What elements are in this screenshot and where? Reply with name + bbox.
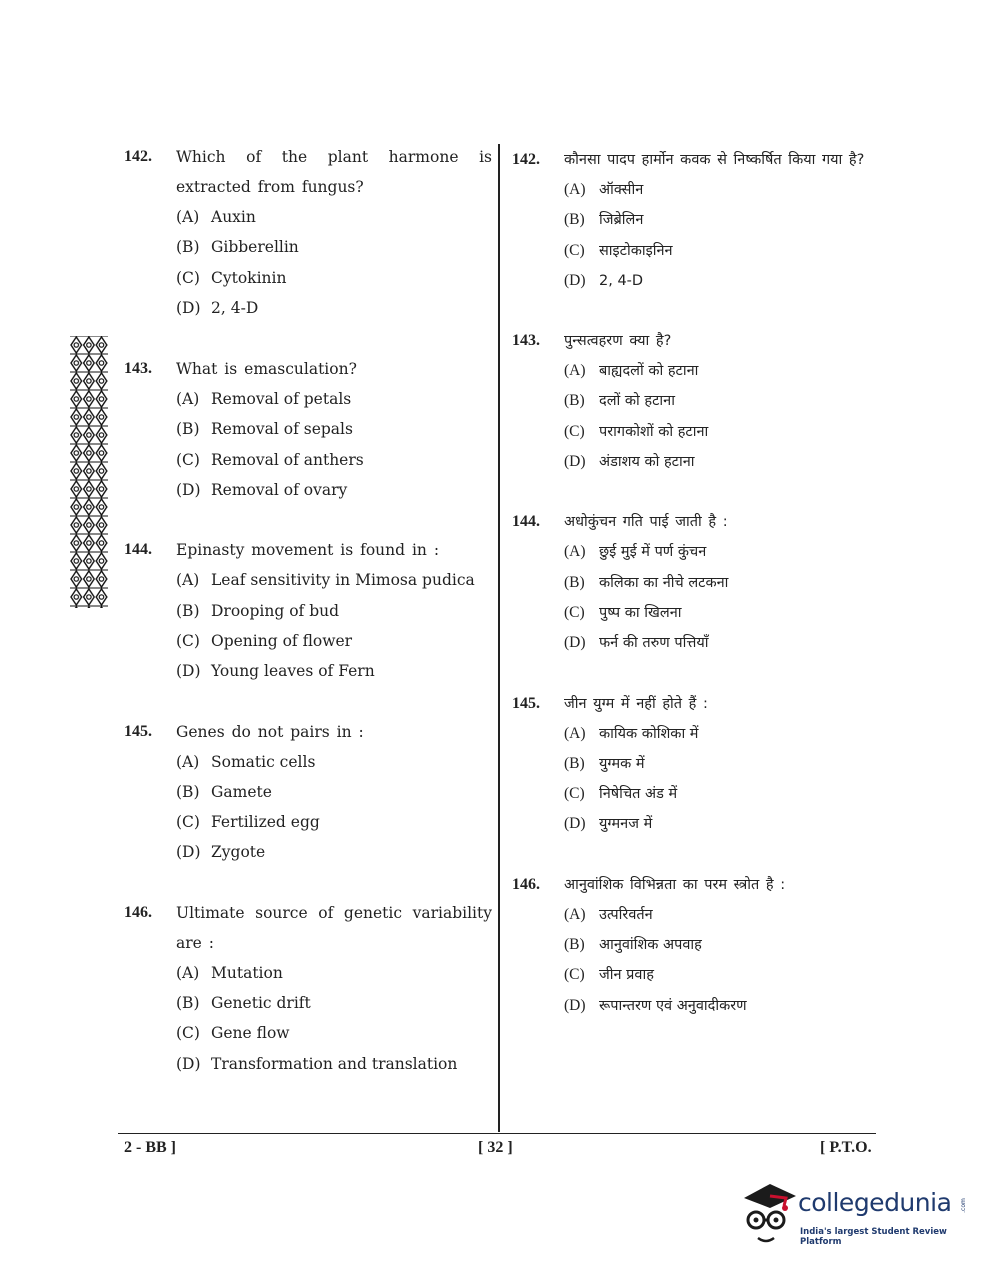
option-c: [564, 417, 884, 447]
option-letter: (C): [564, 241, 585, 259]
option-letter: (A): [564, 543, 586, 561]
option-text: Young leaves of Fern: [211, 662, 375, 681]
option-text: Removal of petals: [211, 390, 352, 409]
option-text: फर्न की तरुण पत्तियाँ: [599, 635, 709, 652]
option-letter: (C): [564, 966, 585, 984]
option-letter: (D): [564, 271, 586, 289]
option-letter: (B): [176, 238, 200, 257]
option-text: उत्परिवर्तन: [599, 906, 653, 923]
option-c: [176, 1018, 492, 1048]
question-145-hi: [512, 689, 884, 840]
option-text: 2, 4-D: [599, 272, 644, 289]
option-d: [176, 1049, 492, 1079]
option-text: साइटोकाइनिन: [599, 242, 673, 259]
question-143-hi: [512, 326, 884, 477]
option-c: [176, 626, 492, 656]
option-text: पुष्प का खिलना: [599, 604, 682, 621]
option-text: Removal of ovary: [211, 481, 348, 500]
option-letter: (B): [176, 420, 200, 439]
option-letter: (D): [176, 662, 201, 681]
option-letter: (D): [564, 453, 586, 471]
option-b: [564, 205, 884, 235]
option-text: Opening of flower: [211, 631, 353, 650]
option-letter: (B): [564, 211, 585, 229]
collegedunia-logo: [740, 1180, 970, 1250]
option-b: [564, 749, 884, 779]
option-text: ऑक्सीन: [599, 182, 644, 198]
question-text: Genes do not pairs in :: [176, 722, 364, 741]
option-letter: (D): [564, 815, 586, 833]
option-c: [564, 236, 884, 266]
logo-tagline: India's largest Student Review Platform: [800, 1227, 947, 1247]
question-number: 142.: [124, 148, 152, 165]
option-text: Transformation and translation: [211, 1054, 458, 1073]
option-text: Somatic cells: [211, 752, 316, 771]
mascot-icon: [740, 1180, 798, 1250]
option-letter: (B): [176, 782, 200, 801]
option-letter: (B): [564, 392, 585, 410]
option-text: कलिका का नीचे लटकना: [599, 574, 729, 591]
option-letter: (A): [564, 724, 586, 742]
option-d: [564, 991, 884, 1021]
option-d: [564, 628, 884, 658]
option-letter: (B): [176, 601, 200, 620]
option-letter: (A): [176, 571, 200, 590]
option-b: [564, 568, 884, 598]
option-d: [176, 837, 492, 867]
pto-label: [ P.T.O.: [820, 1139, 872, 1156]
option-letter: (B): [176, 994, 200, 1013]
question-number: 145.: [124, 722, 152, 740]
option-text: Gibberellin: [211, 238, 299, 257]
question-text: Epinasty movement is found in :: [176, 541, 440, 560]
option-text: आनुवांशिक अपवाह: [599, 937, 702, 954]
option-d: [564, 447, 884, 477]
option-text: Removal of anthers: [211, 450, 364, 469]
option-text: छुई मुई में पर्ण कुंचन: [599, 544, 707, 561]
hindi-column: [512, 142, 884, 1021]
option-c: [564, 598, 884, 628]
option-letter: (A): [176, 963, 200, 982]
option-text: निषेचित अंड में: [599, 786, 678, 803]
question-146-hi: [512, 870, 884, 1021]
option-b: [176, 777, 492, 807]
option-letter: (C): [564, 785, 585, 803]
question-144-hi: [512, 507, 884, 658]
option-b: [564, 386, 884, 416]
question-text: आनुवांशिक विभिन्नता का परम स्त्रोत है :: [564, 876, 786, 893]
option-letter: (B): [564, 936, 585, 954]
question-number: 146.: [124, 903, 152, 921]
question-number: 143.: [512, 332, 540, 350]
option-a: [564, 900, 884, 930]
question-text: जीन युग्म में नहीं होते हैं :: [564, 695, 708, 712]
footer-rule: [118, 1133, 876, 1134]
question-142-hi: [512, 142, 884, 296]
option-b: [176, 988, 492, 1018]
option-letter: (B): [564, 754, 585, 772]
option-b: [564, 930, 884, 960]
option-text: रूपान्तरण एवं अनुवादीकरण: [599, 997, 747, 1014]
option-letter: (C): [176, 631, 200, 650]
option-d: [176, 656, 492, 686]
option-letter: (D): [176, 843, 201, 862]
logo-wordmark: collegedunia: [798, 1188, 952, 1217]
option-letter: (A): [564, 181, 586, 198]
question-text: कौनसा पादप हार्मोन कवक से निष्कर्षित किया गया है?: [564, 152, 865, 168]
english-column: [124, 142, 492, 1079]
question-text: पुन्सत्वहरण क्या है?: [564, 333, 672, 350]
option-text: परागकोशों को हटाना: [599, 423, 709, 440]
question-number: 144.: [124, 541, 152, 559]
option-text: Auxin: [211, 208, 256, 226]
logo-suffix: .com: [959, 1198, 967, 1213]
booklet-code: 2 - BB ]: [124, 1139, 176, 1156]
option-letter: (C): [176, 268, 200, 287]
option-letter: (C): [176, 813, 200, 832]
option-text: Mutation: [211, 963, 283, 982]
option-d: [564, 809, 884, 839]
option-text: Cytokinin: [211, 268, 287, 287]
option-text: बाह्यदलों को हटाना: [599, 363, 699, 380]
option-b: [176, 596, 492, 626]
option-text: Gamete: [211, 782, 272, 801]
option-letter: (C): [564, 603, 585, 621]
option-letter: (A): [176, 208, 200, 226]
option-text: Zygote: [211, 843, 266, 862]
option-letter: (D): [176, 298, 201, 317]
option-letter: (C): [564, 422, 585, 440]
option-text: जिब्रेलिन: [599, 212, 644, 229]
option-a: [564, 537, 884, 567]
question-146-en: [124, 898, 492, 1079]
question-number: 145.: [512, 694, 540, 712]
page-number: [ 32 ]: [478, 1139, 513, 1156]
option-letter: (A): [564, 905, 586, 923]
question-number: 142.: [512, 151, 540, 168]
option-text: युग्मनज में: [599, 816, 653, 833]
question-number: 144.: [512, 513, 540, 531]
option-b: [176, 232, 492, 262]
option-c: [176, 807, 492, 837]
option-text: Leaf sensitivity in Mimosa pudica: [211, 571, 475, 590]
option-a: [176, 202, 492, 232]
option-c: [564, 960, 884, 990]
option-d: [564, 266, 884, 296]
option-d: [176, 293, 492, 323]
option-a: [176, 384, 492, 414]
option-a: [564, 719, 884, 749]
question-142-en: [124, 142, 492, 323]
question-145-en: [124, 717, 492, 868]
option-c: [176, 445, 492, 475]
option-c: [564, 779, 884, 809]
question-number: 146.: [512, 875, 540, 893]
option-text: युग्मक में: [599, 755, 645, 772]
option-text: Removal of sepals: [211, 420, 353, 439]
option-text: अंडाशय को हटाना: [599, 454, 695, 471]
decorative-border-pattern: [70, 336, 108, 608]
question-text: What is emasculation?: [176, 360, 357, 379]
option-text: Genetic drift: [211, 994, 311, 1013]
column-divider: [498, 144, 500, 1132]
question-number: 143.: [124, 360, 152, 378]
question-text: अधोकुंचन गति पाई जाती है :: [564, 514, 728, 531]
option-letter: (D): [564, 634, 586, 652]
option-text: Drooping of bud: [211, 601, 340, 620]
option-letter: (D): [176, 1054, 201, 1073]
option-text: Gene flow: [211, 1024, 290, 1043]
option-letter: (C): [176, 450, 200, 469]
question-text: Which of the plant harmone is extracted from fungus?: [176, 148, 492, 196]
option-a: [564, 175, 884, 205]
option-a: [176, 958, 492, 988]
option-b: [176, 414, 492, 444]
option-text: दलों को हटाना: [599, 393, 675, 410]
option-letter: (A): [176, 390, 200, 409]
option-text: कायिक कोशिका में: [599, 725, 699, 742]
option-text: 2, 4-D: [211, 298, 259, 317]
option-letter: (B): [564, 573, 585, 591]
option-letter: (D): [564, 996, 586, 1014]
option-text: Fertilized egg: [211, 813, 320, 832]
option-a: [176, 747, 492, 777]
question-text: Ultimate source of genetic variability are :: [176, 903, 492, 952]
option-letter: (C): [176, 1024, 200, 1043]
question-144-en: [124, 535, 492, 686]
option-d: [176, 475, 492, 505]
option-text: जीन प्रवाह: [599, 967, 654, 984]
option-letter: (A): [564, 362, 586, 380]
option-c: [176, 263, 492, 293]
option-a: [564, 356, 884, 386]
option-a: [176, 565, 492, 595]
option-letter: (D): [176, 481, 201, 500]
question-143-en: [124, 354, 492, 505]
option-letter: (A): [176, 752, 200, 771]
